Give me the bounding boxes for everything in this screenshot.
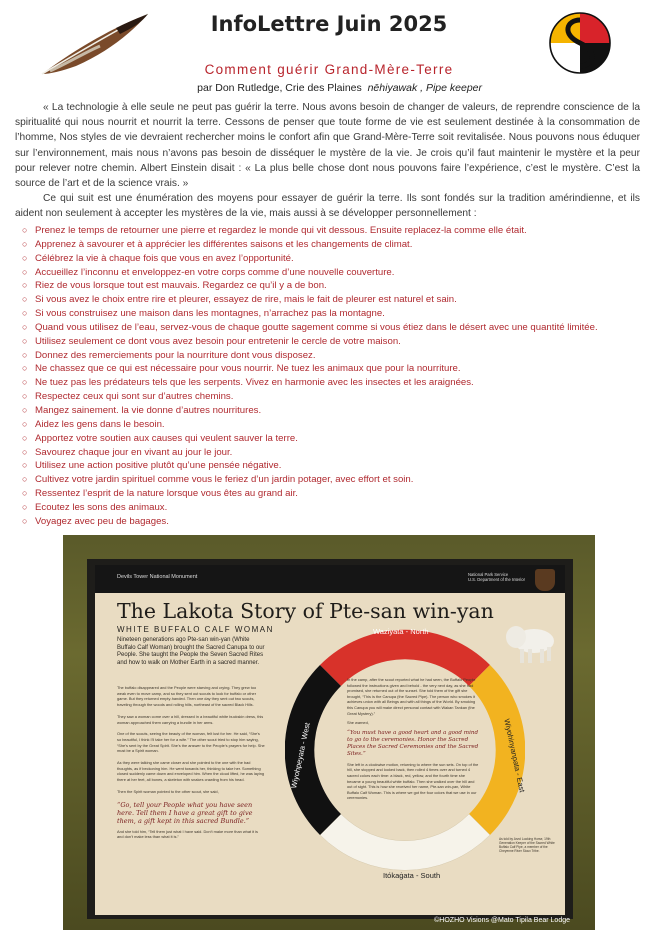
byline [197, 82, 482, 94]
newsletter-title: InfoLettre Juin 2025 [210, 12, 448, 36]
paragraph: Ce qui suit est une énumération des moyens pour essayer de guérir la terre. Ils sont fondés sur la tradition amérindienne, et ils aident non seulement à accepter les mystères de la vie, mais aussi à se développer personnellement : [15, 193, 640, 220]
list-item-text: Donnez des remerciements pour la nourriture dont vous disposez. [35, 349, 316, 361]
list-item-text: Utilisez une action positive plutôt qu’une pensée négative. [35, 460, 282, 472]
story-quote: “Go, tell your People what you have seen here. Tell them I have a great gift to give them, a gift kept in this sacred Bundle.” [117, 800, 253, 825]
list-item-text: Accueillez l’inconnu et enveloppez-en votre corps comme d’une nouvelle couverture. [35, 266, 395, 278]
list-item-text: Respectez ceux qui sont sur d’autres chemins. [35, 391, 234, 403]
list-item [22, 362, 642, 376]
story-paragraph: And she told him, “Tell them just what I have said. Don’t make more than what it is and don’t make less than what it is.” [117, 828, 258, 840]
story-paragraph: The buffalo disappeared and the People were starving and crying. They grew too weak even to move camp, and so they sent out scouts to look for buffalo or other game. But they returned empty-handed. Then one day they sent out two scouts, traveling through the woods and rolling hills, northeast of the sacred Black Hills. [117, 685, 257, 708]
list-item-text: Si vous construisez une maison dans les montagnes, n’arrachez pas la montagne. [35, 308, 385, 320]
bullet-icon: ○ [22, 377, 28, 388]
bullet-icon: ○ [22, 515, 28, 526]
list-item [22, 293, 642, 307]
list-item [22, 390, 642, 404]
sign-fine-print: As told by Arvol Looking Horse, 19th Generation Keeper of the Sacred White Buffalo Calf Pipe, a member of the Cheyenne River Sioux Tribe. [499, 837, 555, 853]
bullet-icon: ○ [22, 280, 28, 291]
list-item [22, 266, 642, 280]
sign-header-bar [95, 565, 565, 593]
bullet-icon: ○ [22, 294, 28, 305]
bullet-icon: ○ [22, 446, 28, 457]
list-item [22, 487, 642, 501]
direction-north: Waziyata - North [373, 627, 429, 636]
list-item-text: Apportez votre soutien aux causes qui veulent sauver la terre. [35, 432, 298, 444]
list-item-text: Ressentez l’esprit de la nature lorsque vous êtes au grand air. [35, 488, 298, 500]
ring-paragraph: She left in a clockwise motion, returning to where the sun sets. On top of the hill, she stopped and looked back, then rolled 4 times over and turned 4 sacred colors each time: a black, red, yellow, and the fourth time she became a young beautiful white buffalo. Then she walked over the hill and out of sight. This is how she received her name, Pte-san win-yan, White Buffalo Calf Woman. This is where we got the four colors that we use in our ceremonies. [347, 761, 479, 801]
list-item-text: Savourez chaque jour en vivant au jour le jour. [35, 446, 233, 458]
ring-paragraph: In the camp, after the scout reported what he had seen, the Buffalo People followed the instructions given and behold - the very next day, as she had promised, she returned out of the sunset. She told them of the gift she brought, “This is the Canupa (the Sacred Pipe). The person who smokes it achieves union with all Beings and with all things of the World. By smoking this Canupa you will make direct personal contact with Wakan Tankan (the Great Mystery).” [347, 677, 476, 716]
list-item [22, 224, 642, 238]
story-paragraph: As they were talking she came closer and she pointed to the one with the bad thoughts, as if beckoning him. He went towards her, thinking to take her. Something closed suddenly came down and enveloped him. When the cloud lifted, he was laying there at her feet, all bones, a skeleton with snakes crawling from his head. [117, 760, 265, 783]
list-item [22, 376, 642, 390]
list-item-text: Utilisez seulement ce dont vous avez besoin pour entretenir le cercle de votre maison. [35, 335, 401, 347]
sign-title: The Lakota Story of Pte-san win-yan [117, 599, 494, 623]
bullet-icon: ○ [22, 363, 28, 374]
list-item-text: Apprenez à savourer et à apprécier les différentes saisons et les changements de climat. [35, 238, 413, 250]
byline-tribe: nēhiyawak , Pipe keeper [367, 82, 482, 94]
list-item [22, 321, 642, 335]
list-item [22, 252, 642, 266]
bullet-icon: ○ [22, 474, 28, 485]
interpretive-sign-photo [63, 535, 595, 930]
list-item [22, 473, 642, 487]
ring-segment-south [320, 814, 490, 870]
story-paragraph: Then the Spirit woman pointed to the other scout, she said, [117, 788, 219, 794]
list-item [22, 501, 642, 515]
direction-south: Itókaġata - South [383, 871, 441, 880]
bullet-icon: ○ [22, 391, 28, 402]
healing-list [22, 224, 642, 529]
bullet-icon: ○ [22, 321, 28, 332]
article-body [15, 100, 640, 222]
list-item [22, 515, 642, 529]
bullet-icon: ○ [22, 225, 28, 235]
byline-author: par Don Rutledge, Crie des Plaines [197, 82, 362, 94]
list-item-text: Prenez le temps de retourner une pierre et regardez le monde qui vit dessous. Ensuite replacez-la comme elle était. [35, 225, 527, 236]
list-item [22, 404, 642, 418]
nps-arrowhead-icon [535, 569, 555, 591]
list-item [22, 418, 642, 432]
bullet-icon: ○ [22, 418, 28, 429]
ring-story [347, 677, 479, 805]
sign-intro: Nineteen generations ago Pte-san win-yan (White Buffalo Calf Woman) brought the Sacred Canupa to our People. She taught the People the Seven Sacred Rites and how to walk on Mother Earth in a sacred manner. [117, 637, 265, 666]
photo-credit: ©HOZHO Visions @Mato Tipila Bear Lodge [434, 917, 570, 924]
list-item [22, 279, 642, 293]
paragraph: « La technologie à elle seule ne peut pas guérir la terre. Nous avons besoin de changer de valeurs, de reprendre conscience de la spiritualité qui nous nourrit et nourrit la terre. Cessons de penser que toute forme de vie est seulement destinée à la consommation de l’homme, Nos styles de vie devraient rechercher moins le confort afin que Grand-Mère-Terre soit revitalisée. Nous pouvons nous éduquer sur l’environnement, mais nous n’avons pas besoin de disséquer le mystère de la vie. Je crois qu’il faut maintenir le mystère et la peur pour relever notre chemin. Albert Einstein disait : « La plus belle chose dont nous pouvons faire l’expérience, c’est le mystère. C’est la source de l’art et de la science vrais. » [15, 102, 640, 190]
story-paragraph: They saw a woman come over a hill, dressed in a beautiful white buckskin dress, this woman approached them carrying a bundle in her arms. [117, 713, 264, 725]
bullet-icon: ○ [22, 238, 28, 249]
story-paragraph: One of the scouts, seeing the beauty of the woman, felt lust for her. He said, “She’s so beautiful, I think I’ll take her for a wife.” The other scout tried to stop him saying, “She’s sent by the Great Spirit. She’s the answer to the People’s prayers for help. She must be a Spirit woman. [117, 731, 265, 754]
list-item-text: Cultivez votre jardin spirituel comme vous le feriez d’un jardin potager, avec effort et soin. [35, 474, 414, 486]
agency-name: National Park Service U.S. Department of the Interior [467, 572, 525, 582]
list-item [22, 238, 642, 252]
list-item-text: Si vous avez le choix entre rire et pleurer, essayez de rire, mais le fait de pleurer est naturel et sain. [35, 294, 457, 306]
monument-name: Devils Tower National Monument [117, 574, 198, 580]
article-subtitle: Comment guérir Grand-Mère-Terre [204, 62, 454, 77]
list-item [22, 335, 642, 349]
list-item-text: Aidez les gens dans le besoin. [35, 418, 165, 430]
ring-paragraph: She warned, [347, 720, 369, 726]
ring-segment-west [285, 665, 341, 835]
list-item-text: Voyagez avec peu de bagages. [35, 515, 169, 527]
bullet-icon: ○ [22, 501, 28, 512]
bullet-icon: ○ [22, 349, 28, 360]
list-item-text: Ne chassez que ce qui est nécessaire pour vous nourrir. Ne tuez les animaux que pour la nourriture. [35, 363, 461, 375]
list-item-text: Ne tuez pas les prédateurs tels que les serpents. Vivez en harmonie avec les insectes et les araignées. [35, 377, 474, 389]
bullet-icon: ○ [22, 460, 28, 471]
white-buffalo-icon [500, 617, 560, 667]
direction-east: Wiyohinyanpata - East [502, 717, 527, 794]
list-item-text: Ecoutez les sons des animaux. [35, 501, 168, 513]
direction-west: Wiyohpeyata - West [289, 721, 312, 790]
list-item [22, 432, 642, 446]
list-item [22, 307, 642, 321]
list-item-text: Quand vous utilisez de l’eau, servez-vous de chaque goutte sagement comme si vous étiez dans le désert avec une quantité limitée. [35, 321, 598, 333]
bullet-icon: ○ [22, 335, 28, 346]
sign-story-column [117, 685, 265, 846]
list-item-text: Célébrez la vie à chaque fois que vous en avez l’opportunité. [35, 252, 294, 264]
bullet-icon: ○ [22, 308, 28, 319]
list-item [22, 446, 642, 460]
ring-quote: “You must have a good heart and a good mind to go to the ceremonies. Honor the Sacred Places the Sacred Ceremonies and the Sacred Sites.” [347, 729, 479, 757]
bullet-icon: ○ [22, 404, 28, 415]
sign-subtitle: WHITE BUFFALO CALF WOMAN [117, 625, 274, 634]
sign-panel [95, 565, 565, 915]
bullet-icon: ○ [22, 488, 28, 499]
list-item-text: Mangez sainement. la vie donne d’autres nourritures. [35, 404, 262, 416]
bullet-icon: ○ [22, 266, 28, 277]
bullet-icon: ○ [22, 432, 28, 443]
list-item [22, 459, 642, 473]
list-item-text: Riez de vous lorsque tout est mauvais. Regardez ce qu’il y a de bon. [35, 280, 327, 292]
bullet-icon: ○ [22, 252, 28, 263]
list-item [22, 349, 642, 363]
